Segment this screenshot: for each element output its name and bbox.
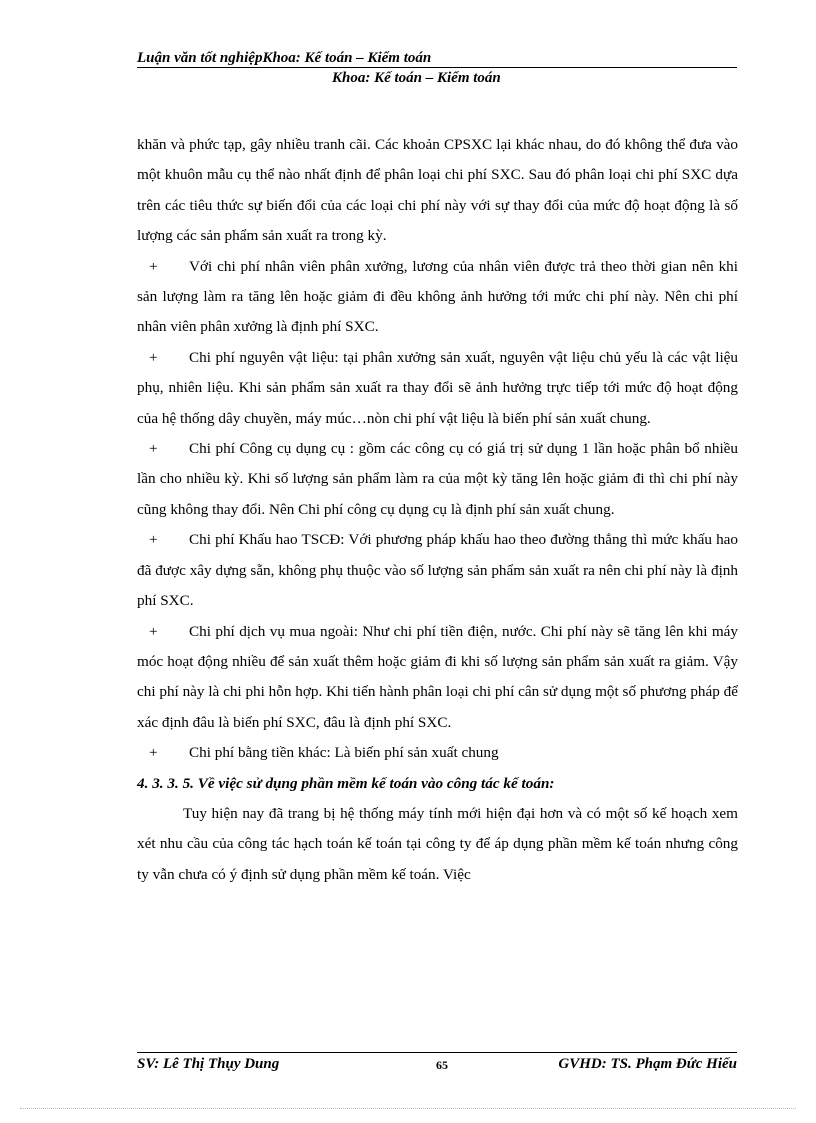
footer-rule — [137, 1052, 737, 1053]
bullet-other-cash-cost — [137, 738, 738, 768]
body-text — [137, 130, 738, 890]
bullet-staff-cost — [137, 252, 738, 343]
paragraph-intro: khăn và phức tạp, gây nhiều tranh cãi. Các khoản CPSXC lại khác nhau, do đó không thể đưa vào một khuôn mẫu cụ thể nào nhất định để phân loại chi phí SXC. Sau đó phân loại chi phí SXC dựa trên các tiêu thức sự biến đổi của các loại chi phí này với sự thay đổi của mức độ hoạt động là số lượng các sản phẩm sản xuất ra trong kỳ. — [137, 136, 738, 245]
bullet-text: Chi phí Công cụ dụng cụ : gồm các công cụ có giá trị sử dụng 1 lần hoặc phân bổ nhiều lần cho nhiều kỳ. Khi số lượng sản phẩm làm ra của một kỳ tăng lên hoặc giảm đi thì chi phí này cũng không thay đổi. Nên Chi phí công cụ dụng cụ là định phí sản xuất chung. — [137, 440, 738, 518]
section-heading: 4. 3. 3. 5. Về việc sử dụng phần mềm kế toán vào công tác kế toán: — [137, 774, 555, 792]
page-number: 65 — [436, 1058, 448, 1072]
header-faculty: Khoa: Kế toán – Kiểm toán — [332, 70, 501, 86]
bullet-mark: + — [149, 622, 158, 640]
bullet-text: Chi phí Khấu hao TSCĐ: Với phương pháp khấu hao theo đường thẳng thì mức khấu hao đã được xây dựng sẵn, không phụ thuộc vào số lượng sản phẩm sản xuất ra nên chi phí này là định phí SXC. — [137, 531, 738, 610]
bullet-text: Với chi phí nhân viên phân xưởng, lương của nhân viên được trả theo thời gian nên khi sản lượng làm ra tăng lên hoặc giảm đi đều không ảnh hưởng tới mức chi phí này. Nên chi phí nhân viên phân xưởng là định phí SXC. — [137, 257, 738, 336]
bullet-text: Chi phí bằng tiền khác: Là biến phí sản xuất chung — [189, 744, 499, 762]
bullet-mark: + — [149, 531, 158, 549]
page-boundary-divider — [20, 1108, 796, 1109]
bullet-services-cost — [137, 617, 738, 739]
bullet-materials-cost — [137, 343, 738, 434]
bullet-mark: + — [149, 257, 158, 275]
paragraph-software: Tuy hiện nay đã trang bị hệ thống máy tính mới hiện đại hơn và có một số kế hoạch xem xét nhu cầu của công tác hạch toán kế toán tại công ty để áp dụng phần mềm kế toán nhưng công ty vẫn chưa có ý định sử dụng phần mềm kế toán. Việc — [137, 804, 738, 883]
header-rule — [137, 67, 737, 68]
bullet-text: Chi phí dịch vụ mua ngoài: Như chi phí tiền điện, nước. Chi phí này sẽ tăng lên khi máy móc hoạt động nhiều để sản xuất thêm hoặc giảm đi khi số lượng sản phẩm sản xuất ra giảm. Vậy chi phí này là chi phi hỗn hợp. Khi tiến hành phân loại chi phí cân sử dụng một số phương pháp để xác định đâu là biến phí SXC, đâu là định phí SXC. — [137, 622, 738, 731]
bullet-depreciation-cost — [137, 525, 738, 616]
header-title: Luận văn tốt nghiệpKhoa: Kế toán – Kiểm toán — [137, 50, 432, 66]
bullet-tools-cost — [137, 434, 738, 525]
bullet-text: Chi phí nguyên vật liệu: tại phân xưởng sản xuất, nguyên vật liệu chủ yếu là các vật liệu phụ, nhiên liệu. Khi sản phẩm sản xuất ra thay đổi sẽ ảnh hưởng trực tiếp tới mức độ hoạt động của hệ thống dây chuyền, máy múc…nòn chi phí vật liệu là biến phí sản xuất chung. — [137, 348, 738, 427]
footer-advisor: GVHD: TS. Phạm Đức Hiếu — [558, 1056, 737, 1072]
bullet-mark: + — [149, 440, 158, 458]
bullet-mark: + — [149, 744, 158, 762]
footer-student: SV: Lê Thị Thụy Dung — [137, 1056, 280, 1072]
bullet-mark: + — [149, 348, 158, 366]
